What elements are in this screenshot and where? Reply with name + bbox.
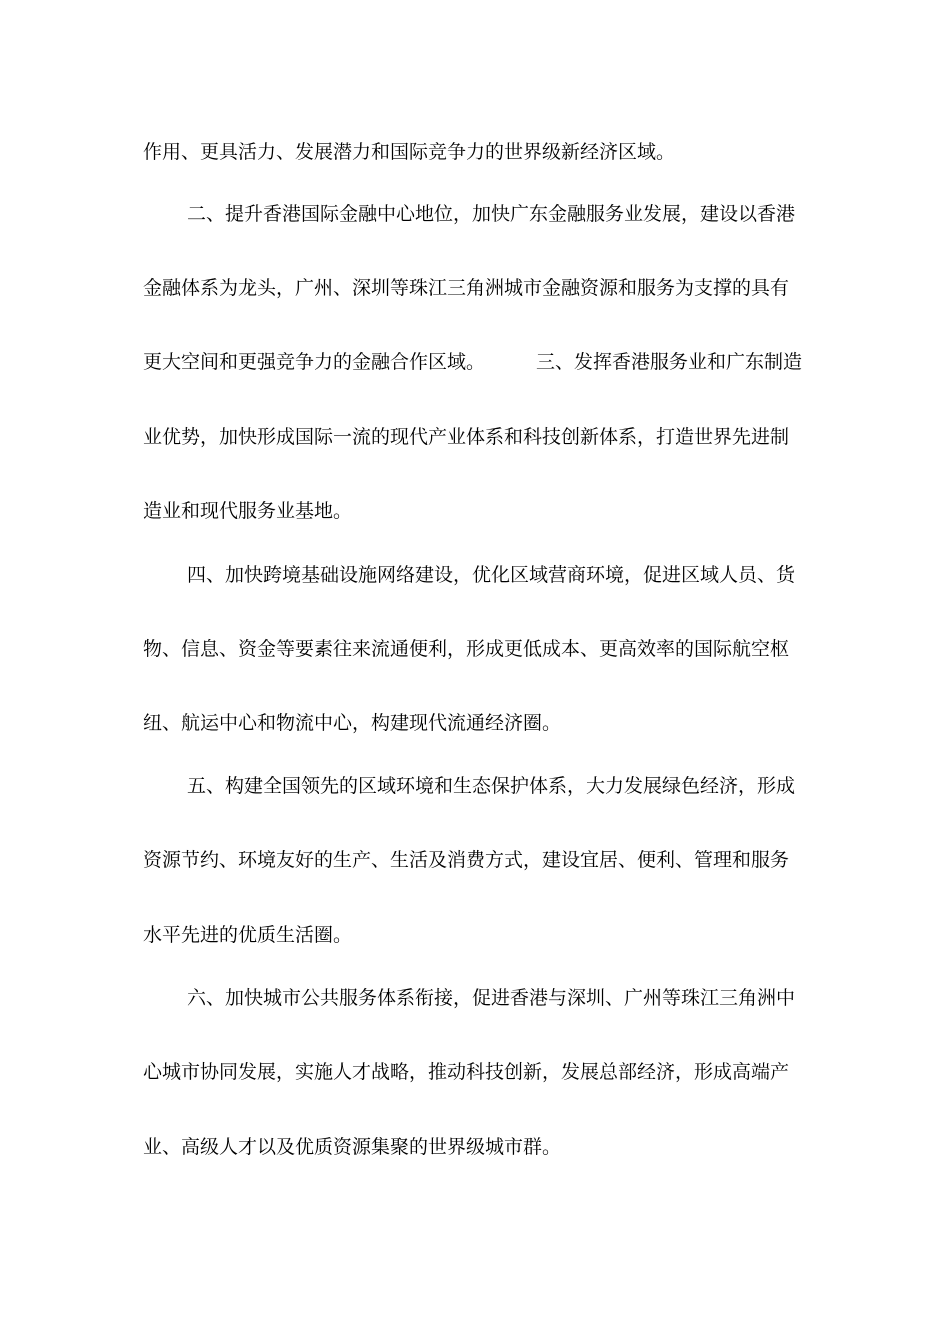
text-line: 金融体系为龙头，广州、深圳等珠江三角洲城市金融资源和服务为支撑的具有 [143,277,790,299]
text-line: 心城市协同发展，实施人才战略，推动科技创新，发展总部经济，形成高端产 [143,1061,790,1083]
text-line: 四、加快跨境基础设施网络建设，优化区域营商环境，促进区域人员、货 [187,564,796,586]
text-line: 更大空间和更强竞争力的金融合作区域。 [143,351,486,373]
text-line: 业优势，加快形成国际一流的现代产业体系和科技创新体系，打造世界先进制 [143,426,790,448]
text-line: 业、高级人才以及优质资源集聚的世界级城市群。 [143,1136,562,1158]
text-line: 水平先进的优质生活圈。 [143,924,353,946]
text-line: 作用、更具活力、发展潜力和国际竞争力的世界级新经济区域。 [143,141,676,163]
text-line: 六、加快城市公共服务体系衔接，促进香港与深圳、广州等珠江三角洲中 [187,987,796,1009]
text-line: 造业和现代服务业基地。 [143,500,353,522]
text-line: 二、提升香港国际金融中心地位，加快广东金融服务业发展，建设以香港 [187,203,796,225]
text-line: 资源节约、环境友好的生产、生活及消费方式，建设宜居、便利、管理和服务 [143,849,790,871]
text-line: 物、信息、资金等要素往来流通便利，形成更低成本、更高效率的国际航空枢 [143,638,790,660]
text-line: 五、构建全国领先的区域环境和生态保护体系，大力发展绿色经济，形成 [187,775,796,797]
text-line: 纽、航运中心和物流中心，构建现代流通经济圈。 [143,712,562,734]
text-line: 三、发挥香港服务业和广东制造 [536,351,803,373]
